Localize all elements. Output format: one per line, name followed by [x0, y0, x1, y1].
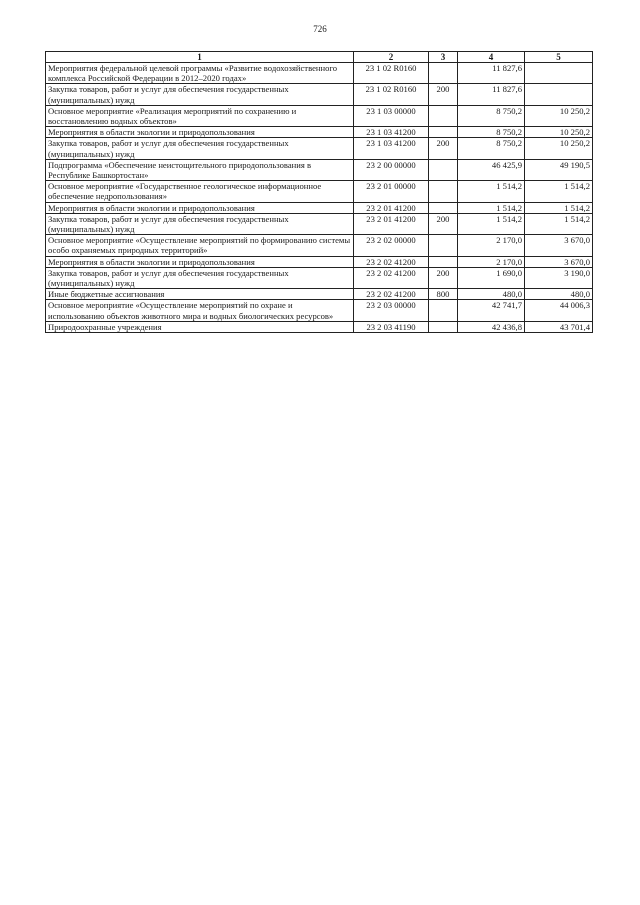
row-type: [429, 202, 458, 213]
row-name: Основное мероприятие «Государственное геологическое информационное обеспечение недропользования»: [46, 181, 354, 202]
row-name: Мероприятия федеральной целевой программы «Развитие водохозяйственного комплекса Российской Федерации в 2012–2020 годах»: [46, 63, 354, 84]
row-value-1: 1 514,2: [458, 181, 525, 202]
row-type: [429, 256, 458, 267]
row-name: Закупка товаров, работ и услуг для обеспечения государственных (муниципальных) нужд: [46, 138, 354, 159]
header-value-1: 4: [458, 52, 525, 63]
row-name: Закупка товаров, работ и услуг для обеспечения государственных (муниципальных) нужд: [46, 267, 354, 288]
row-type: [429, 105, 458, 126]
row-value-1: 8 750,2: [458, 105, 525, 126]
row-code: 23 2 02 41200: [354, 267, 429, 288]
row-value-1: 8 750,2: [458, 127, 525, 138]
row-value-2: 3 670,0: [525, 235, 593, 256]
row-code: 23 2 02 00000: [354, 235, 429, 256]
row-value-1: 480,0: [458, 289, 525, 300]
row-type: 200: [429, 84, 458, 105]
row-name: Закупка товаров, работ и услуг для обеспечения государственных (муниципальных) нужд: [46, 84, 354, 105]
table-row: [46, 289, 593, 300]
header-code: 2: [354, 52, 429, 63]
row-code: 23 1 03 41200: [354, 127, 429, 138]
table-row: [46, 267, 593, 288]
row-name: Мероприятия в области экологии и природопользования: [46, 127, 354, 138]
row-code: 23 2 02 41200: [354, 256, 429, 267]
row-type: [429, 300, 458, 321]
row-code: 23 2 01 41200: [354, 202, 429, 213]
header-type: 3: [429, 52, 458, 63]
page-number: 726: [313, 24, 327, 34]
table-row: [46, 256, 593, 267]
row-value-1: 1 690,0: [458, 267, 525, 288]
row-code: 23 2 01 00000: [354, 181, 429, 202]
header-name: 1: [46, 52, 354, 63]
row-type: 200: [429, 138, 458, 159]
table-row: [46, 235, 593, 256]
row-value-1: 42 436,8: [458, 321, 525, 332]
row-type: [429, 181, 458, 202]
row-name: Основное мероприятие «Реализация мероприятий по сохранению и восстановлению водных объектов»: [46, 105, 354, 126]
row-value-2: 44 006,3: [525, 300, 593, 321]
row-code: 23 1 02 R0160: [354, 84, 429, 105]
row-value-2: [525, 84, 593, 105]
row-value-2: 3 670,0: [525, 256, 593, 267]
row-name: Основное мероприятие «Осуществление мероприятий по охране и использованию объектов животного мира и водных биологических ресурсов»: [46, 300, 354, 321]
row-value-1: 1 514,2: [458, 213, 525, 234]
row-code: 23 1 03 41200: [354, 138, 429, 159]
row-code: 23 1 03 00000: [354, 105, 429, 126]
row-value-1: 8 750,2: [458, 138, 525, 159]
row-code: 23 2 01 41200: [354, 213, 429, 234]
table-row: [46, 127, 593, 138]
table-row: [46, 300, 593, 321]
row-value-1: 11 827,6: [458, 63, 525, 84]
row-value-2: 1 514,2: [525, 202, 593, 213]
table-row: [46, 138, 593, 159]
row-value-2: 1 514,2: [525, 213, 593, 234]
row-value-2: 10 250,2: [525, 127, 593, 138]
table-row: [46, 105, 593, 126]
table-row: [46, 181, 593, 202]
table-body: [46, 63, 593, 333]
table-row: [46, 321, 593, 332]
row-code: 23 1 02 R0160: [354, 63, 429, 84]
row-value-1: 2 170,0: [458, 235, 525, 256]
row-value-1: 1 514,2: [458, 202, 525, 213]
row-type: 200: [429, 213, 458, 234]
row-type: [429, 159, 458, 180]
row-value-2: 10 250,2: [525, 105, 593, 126]
row-value-2: 49 190,5: [525, 159, 593, 180]
row-type: [429, 235, 458, 256]
row-value-2: 43 701,4: [525, 321, 593, 332]
table-row: [46, 202, 593, 213]
row-name: Мероприятия в области экологии и природопользования: [46, 202, 354, 213]
row-name: Иные бюджетные ассигнования: [46, 289, 354, 300]
row-value-1: 42 741,7: [458, 300, 525, 321]
row-value-2: 3 190,0: [525, 267, 593, 288]
row-type: [429, 321, 458, 332]
row-type: [429, 63, 458, 84]
row-value-2: 1 514,2: [525, 181, 593, 202]
table-row: [46, 63, 593, 84]
row-value-2: [525, 63, 593, 84]
row-type: [429, 127, 458, 138]
row-value-1: 2 170,0: [458, 256, 525, 267]
row-type: 200: [429, 267, 458, 288]
row-name: Природоохранные учреждения: [46, 321, 354, 332]
row-code: 23 2 00 00000: [354, 159, 429, 180]
row-name: Мероприятия в области экологии и природопользования: [46, 256, 354, 267]
row-name: Подпрограмма «Обеспечение неистощительного природопользования в Республике Башкортостан»: [46, 159, 354, 180]
row-value-1: 11 827,6: [458, 84, 525, 105]
header-row: [46, 52, 593, 63]
table-row: [46, 159, 593, 180]
table-row: [46, 84, 593, 105]
row-type: 800: [429, 289, 458, 300]
row-code: 23 2 03 41190: [354, 321, 429, 332]
row-name: Закупка товаров, работ и услуг для обеспечения государственных (муниципальных) нужд: [46, 213, 354, 234]
budget-table: [45, 51, 593, 333]
header-value-2: 5: [525, 52, 593, 63]
row-code: 23 2 02 41200: [354, 289, 429, 300]
row-value-2: 480,0: [525, 289, 593, 300]
row-value-2: 10 250,2: [525, 138, 593, 159]
table-row: [46, 213, 593, 234]
row-code: 23 2 03 00000: [354, 300, 429, 321]
row-name: Основное мероприятие «Осуществление мероприятий по формированию системы особо охраняемых природных территорий»: [46, 235, 354, 256]
row-value-1: 46 425,9: [458, 159, 525, 180]
table-header: [46, 52, 593, 63]
